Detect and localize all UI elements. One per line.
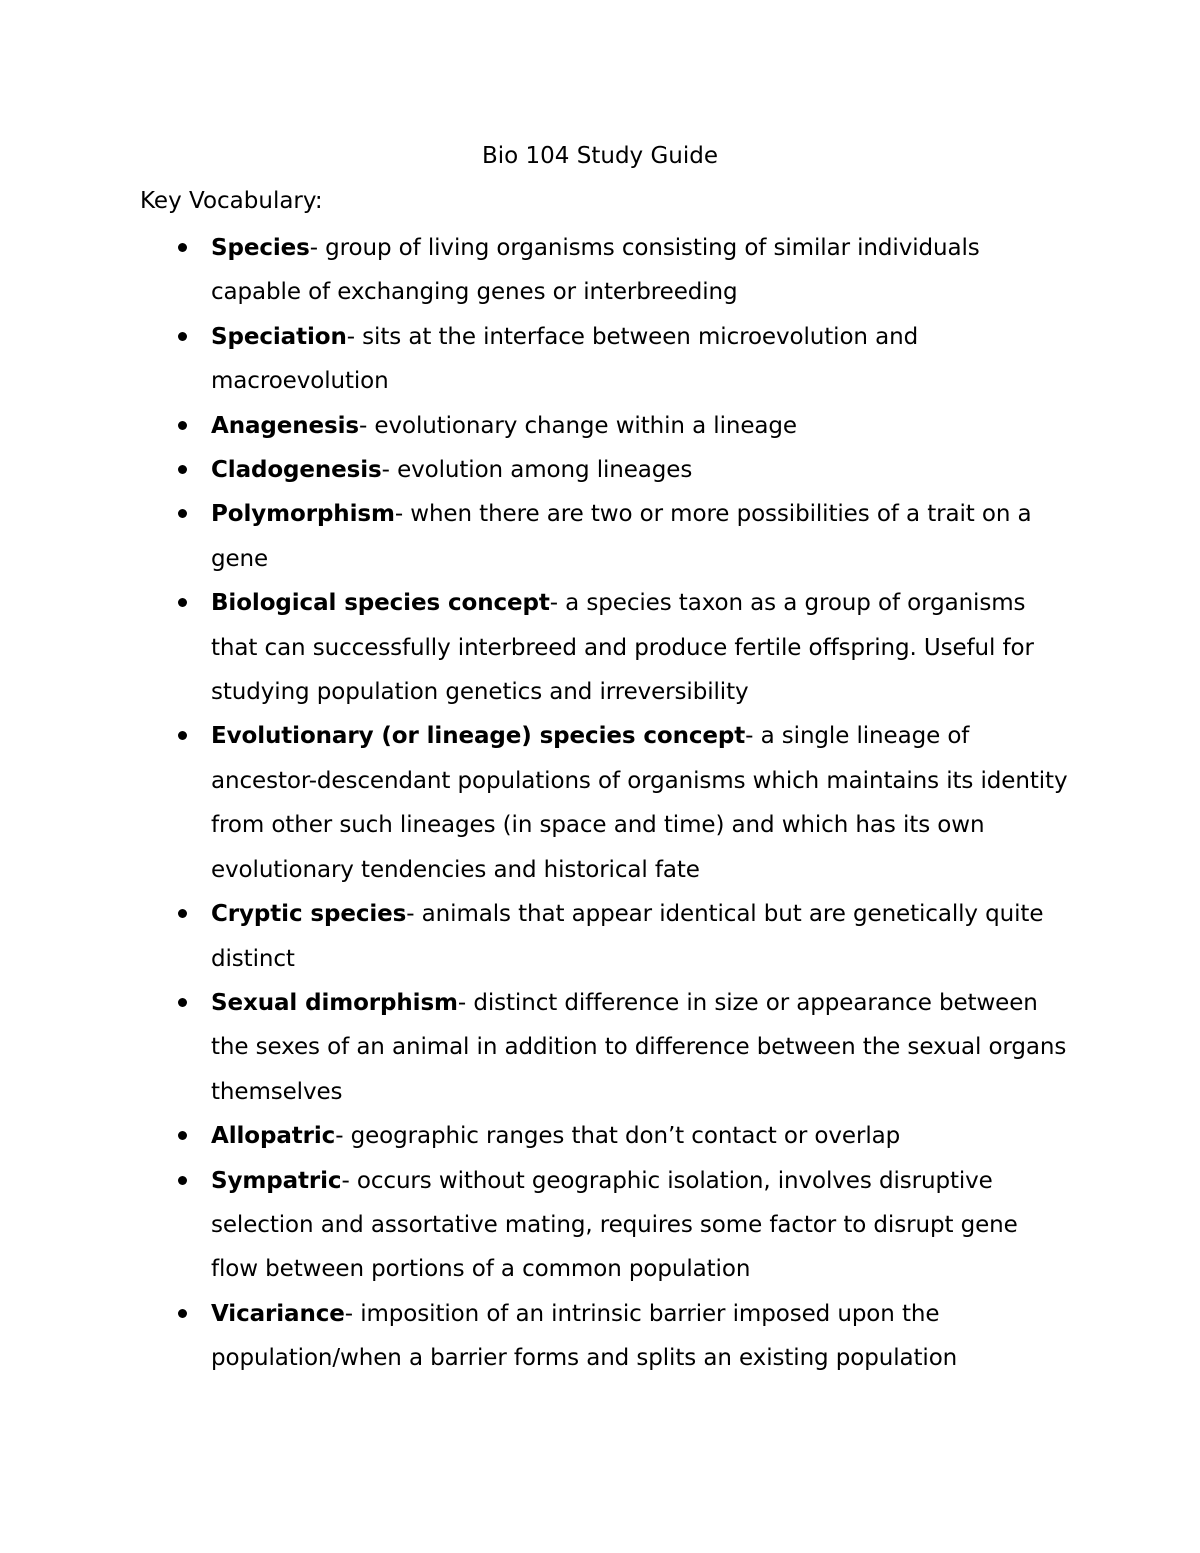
bullet-icon — [178, 509, 187, 518]
vocab-term: Sympatric — [211, 1167, 342, 1194]
vocab-term: Vicariance — [211, 1300, 345, 1327]
vocab-definition: - when there are two or more possibilities of a trait on a gene — [211, 501, 1032, 572]
bullet-icon — [178, 1309, 187, 1318]
list-item — [140, 981, 1070, 1114]
list-item — [140, 1114, 1070, 1158]
vocab-definition: - a species taxon as a group of organisms that can successfully interbreed and produce fertile offspring. Useful for studying population genetics and irreversibility — [211, 590, 1034, 706]
list-item — [140, 892, 1070, 981]
bullet-icon — [178, 598, 187, 607]
vocab-term: Sexual dimorphism — [211, 989, 458, 1016]
bullet-icon — [178, 465, 187, 474]
vocab-term: Cryptic species — [211, 901, 407, 928]
list-item — [140, 315, 1070, 404]
bullet-icon — [178, 1131, 187, 1140]
list-item — [140, 1292, 1070, 1381]
page-title: Bio 104 Study Guide — [481, 143, 719, 169]
section-label: Key Vocabulary: — [140, 188, 323, 214]
vocab-term: Cladogenesis — [211, 457, 382, 484]
vocab-definition: - animals that appear identical but are genetically quite distinct — [211, 901, 1044, 972]
vocab-definition: - occurs without geographic isolation, involves disruptive selection and assortative mating, requires some factor to disrupt gene flow between portions of a common population — [211, 1167, 1018, 1283]
bullet-icon — [178, 731, 187, 740]
bullet-icon — [178, 998, 187, 1007]
vocab-definition: - imposition of an intrinsic barrier imposed upon the population/when a barrier forms and splits an existing population — [211, 1300, 958, 1372]
vocab-definition: - sits at the interface between microevolution and macroevolution — [211, 323, 919, 395]
bullet-icon — [178, 421, 187, 430]
bullet-icon — [178, 1176, 187, 1185]
vocab-term: Anagenesis — [211, 412, 359, 439]
bullet-icon — [178, 332, 187, 341]
list-item — [140, 404, 1070, 448]
vocab-term: Allopatric — [211, 1123, 336, 1150]
vocab-definition: - geographic ranges that don’t contact or overlap — [335, 1123, 901, 1150]
vocab-term: Evolutionary (or lineage) species concept — [211, 723, 746, 750]
vocab-definition: - a single lineage of ancestor-descendant populations of organisms which maintains its identity from other such lineages (in space and time) and which has its own evolutionary tendencies and historical fate — [211, 723, 1068, 883]
vocab-definition: - evolutionary change within a lineage — [359, 412, 797, 439]
list-item — [140, 226, 1070, 315]
list-item — [140, 1159, 1070, 1292]
bullet-icon — [178, 909, 187, 918]
list-item — [140, 714, 1070, 892]
bullet-icon — [178, 243, 187, 252]
vocab-term: Polymorphism — [211, 501, 395, 528]
list-item — [140, 581, 1070, 714]
list-item — [140, 448, 1070, 492]
vocab-term: Species — [211, 235, 310, 261]
vocab-definition: - distinct difference in size or appearance between the sexes of an animal in addition to difference between the sexual organs themselves — [211, 989, 1067, 1105]
list-item — [140, 492, 1070, 581]
vocab-definition: - evolution among lineages — [381, 457, 693, 484]
vocab-definition: - group of living organisms consisting of similar individuals capable of exchanging genes or interbreeding — [211, 235, 980, 306]
vocab-term: Biological species concept — [211, 590, 550, 617]
vocab-term: Speciation — [211, 323, 347, 350]
vocab-list — [140, 226, 1070, 1381]
